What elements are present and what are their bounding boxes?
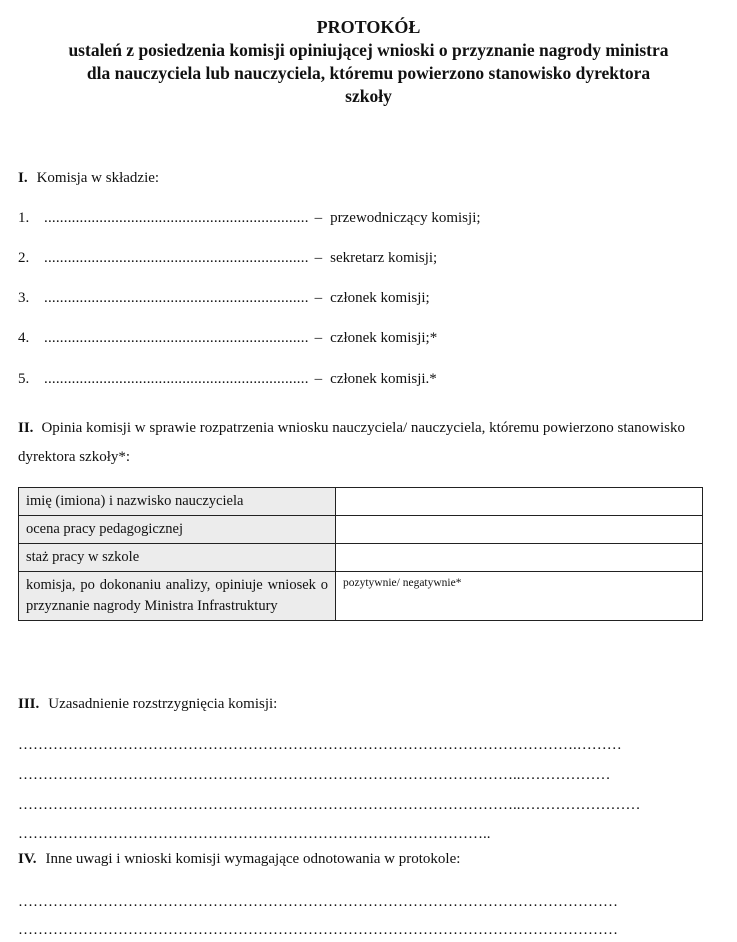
committee-member-2 [18, 248, 437, 268]
section-3-number: III. [18, 696, 40, 712]
member-index: 4. [18, 330, 30, 346]
committee-member-1 [18, 208, 481, 228]
teaching-evaluation-label: ocena pracy pedagogicznej [19, 516, 336, 544]
member-name-placeholder: ................................................................... [44, 250, 309, 266]
justification-line-4[interactable]: ………………………………………………………………………………….. [18, 826, 491, 842]
section-1-title: Komisja w składzie: [36, 170, 160, 186]
committee-member-5 [18, 369, 437, 389]
remarks-line-2[interactable]: ………………………………………………………………………………………………………… [18, 922, 618, 938]
table-row [19, 544, 703, 572]
table-row [19, 572, 703, 621]
committee-member-4 [18, 328, 437, 348]
document-title: PROTOKÓŁ [316, 17, 421, 37]
teacher-name-label: imię (imiona) i nazwisko nauczyciela [19, 488, 336, 516]
member-dash: – [314, 330, 323, 346]
teacher-name-field[interactable] [336, 488, 703, 516]
document-title-block [0, 16, 737, 108]
teaching-evaluation-field[interactable] [336, 516, 703, 544]
justification-line-3[interactable]: ………………………………………………………………………………………..…………………… [18, 797, 641, 813]
committee-member-3 [18, 288, 430, 308]
member-role: członek komisji;* [330, 330, 438, 346]
committee-opinion-label: komisja, po dokonaniu analizy, opiniuje wniosek o przyznanie nagrody Ministra Infrastruktury [19, 572, 336, 621]
justification-line-2[interactable]: ………………………………………………………………………………………..……………… [18, 767, 611, 783]
section-3-title: Uzasadnienie rozstrzygnięcia komisji: [48, 696, 278, 712]
member-dash: – [314, 210, 323, 226]
member-dash: – [314, 250, 323, 266]
table-row [19, 516, 703, 544]
member-role: członek komisji; [330, 290, 430, 306]
opinion-table [18, 487, 703, 621]
section-1-number: I. [18, 170, 28, 186]
member-dash: – [314, 371, 323, 387]
table-row [19, 488, 703, 516]
remarks-line-1[interactable]: ………………………………………………………………………………………………………… [18, 894, 618, 910]
justification-line-1[interactable]: ………………………………………………………………………………………………….……… [18, 737, 622, 753]
member-role: sekretarz komisji; [330, 250, 438, 266]
section-2-text: Opinia komisji w sprawie rozpatrzenia wniosku nauczyciela/ nauczyciela, któremu powierzono stanowisko dyrektora szkoły*: [18, 420, 685, 465]
member-role: przewodniczący komisji; [330, 210, 481, 226]
member-index: 1. [18, 210, 30, 226]
member-index: 2. [18, 250, 30, 266]
work-experience-field[interactable] [336, 544, 703, 572]
member-name-placeholder: ................................................................... [44, 371, 309, 387]
member-name-placeholder: ................................................................... [44, 210, 309, 226]
section-3-heading [18, 694, 277, 714]
section-1-heading [18, 168, 159, 188]
section-4-title: Inne uwagi i wnioski komisji wymagające odnotowania w protokole: [45, 851, 461, 867]
section-4-number: IV. [18, 851, 37, 867]
member-index: 5. [18, 371, 30, 387]
document-subtitle-line-3: szkoły [345, 86, 392, 106]
document-subtitle-line-2: dla nauczyciela lub nauczyciela, któremu powierzono stanowisko dyrektora [86, 63, 651, 83]
document-subtitle-line-1: ustaleń z posiedzenia komisji opiniującej wnioski o przyznanie nagrody ministra [68, 40, 669, 60]
work-experience-label: staż pracy w szkole [19, 544, 336, 572]
section-4-heading [18, 849, 460, 869]
section-2-number: II. [18, 420, 34, 436]
member-index: 3. [18, 290, 30, 306]
section-2-heading [18, 414, 708, 472]
member-dash: – [314, 290, 323, 306]
member-name-placeholder: ................................................................... [44, 330, 309, 346]
member-role: członek komisji.* [330, 371, 437, 387]
committee-opinion-field[interactable] [336, 572, 703, 621]
member-name-placeholder: ................................................................... [44, 290, 309, 306]
opinion-options-text: pozytywnie/ negatywnie* [343, 577, 462, 589]
